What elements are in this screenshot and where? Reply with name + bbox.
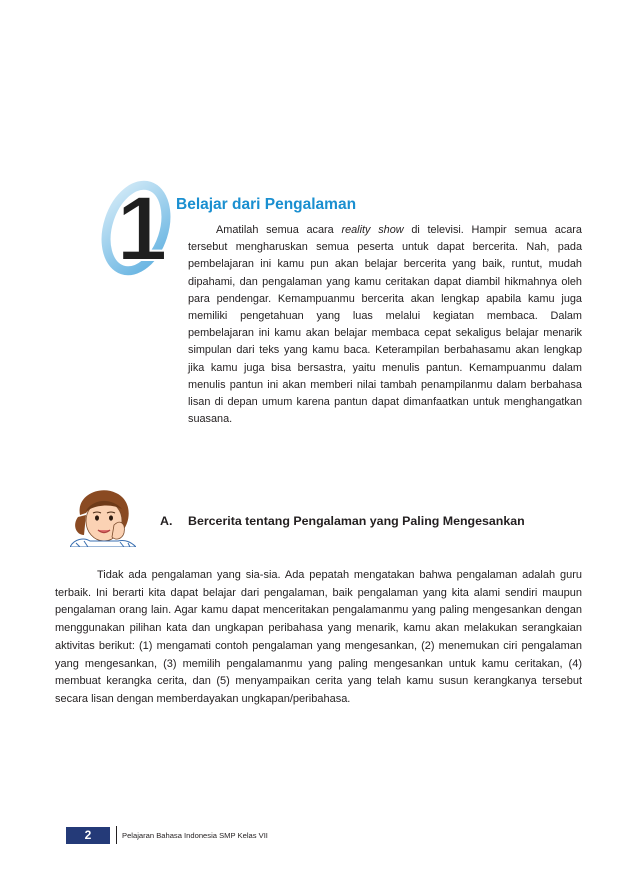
avatar — [70, 485, 136, 547]
footer-divider — [116, 826, 117, 844]
chapter-number: 1 — [116, 178, 168, 278]
intro-text-start: Amatilah semua acara — [216, 224, 342, 236]
chapter-number-icon — [100, 168, 180, 278]
intro-text-rest: di televisi. Hampir semua acara tersebut mengharuskan semua peserta untuk dapat bercerita. Nah, pada pembelajaran ini kamu pun akan belajar bercerita yang baik, runtut, mudah dipahami, dan pengalaman yang kamu ceritakan dapat diambil hikmahnya oleh para pendengar. Kemampuanmu bercerita akan lengkap apabila kamu juga memiliki pengetahuan yang luas melalui kegiatan membaca. Dalam pembelajaran ini kamu akan belajar membaca cepat sekaligus belajar menarik simpulan dari teks yang kamu baca. Keterampilan berbahasamu akan lengkap jika kamu juga bisa bersastra, yaitu menulis pantun. Kemampuanmu dalam menulis pantun ini akan memberi nilai tambah penampilanmu dalam berbahasa lisan di depan umum karena pantun dapat dimanfaatkan untuk menghangatkan suasana. — [188, 224, 582, 426]
intro-paragraph — [188, 222, 582, 428]
thinking-girl-icon — [70, 485, 136, 547]
book-title: Pelajaran Bahasa Indonesia SMP Kelas VII — [122, 830, 268, 840]
section-title: Bercerita tentang Pengalaman yang Paling Mengesankan — [188, 514, 525, 528]
chapter-title: Belajar dari Pengalaman — [176, 196, 357, 213]
section-letter: A. — [160, 514, 173, 528]
page-number: 2 — [66, 827, 110, 844]
body-paragraph-text: Tidak ada pengalaman yang sia-sia. Ada pepatah mengatakan bahwa pengalaman adalah guru terbaik. Ini berarti kita dapat belajar dari pengalaman, baik pengalaman yang kita alami sendiri maupun pengalaman orang lain. Agar kamu dapat menceritakan pengalamanmu yang paling mengesankan dengan menggunakan pilihan kata dan ungkapan peribahasa yang menarik, kamu akan melakukan serangkaian aktivitas berikut: (1) mengamati contoh pengalaman yang mengesankan, (2) menemukan ciri pengalaman yang mengesankan, (3) memilih pengalamanmu yang paling mengesankan untuk kamu ceritakan, (4) membuat kerangka cerita, dan (5) menyampaikan cerita yang telah kamu susun kerangkanya tersebut secara lisan dengan memberdayakan ungkapan/peribahasa. — [55, 569, 582, 705]
section-heading — [160, 514, 600, 528]
intro-emphasis: reality show — [341, 224, 404, 236]
page-footer — [66, 826, 268, 844]
body-paragraph — [55, 567, 582, 709]
chapter-number-graphic — [100, 168, 180, 278]
